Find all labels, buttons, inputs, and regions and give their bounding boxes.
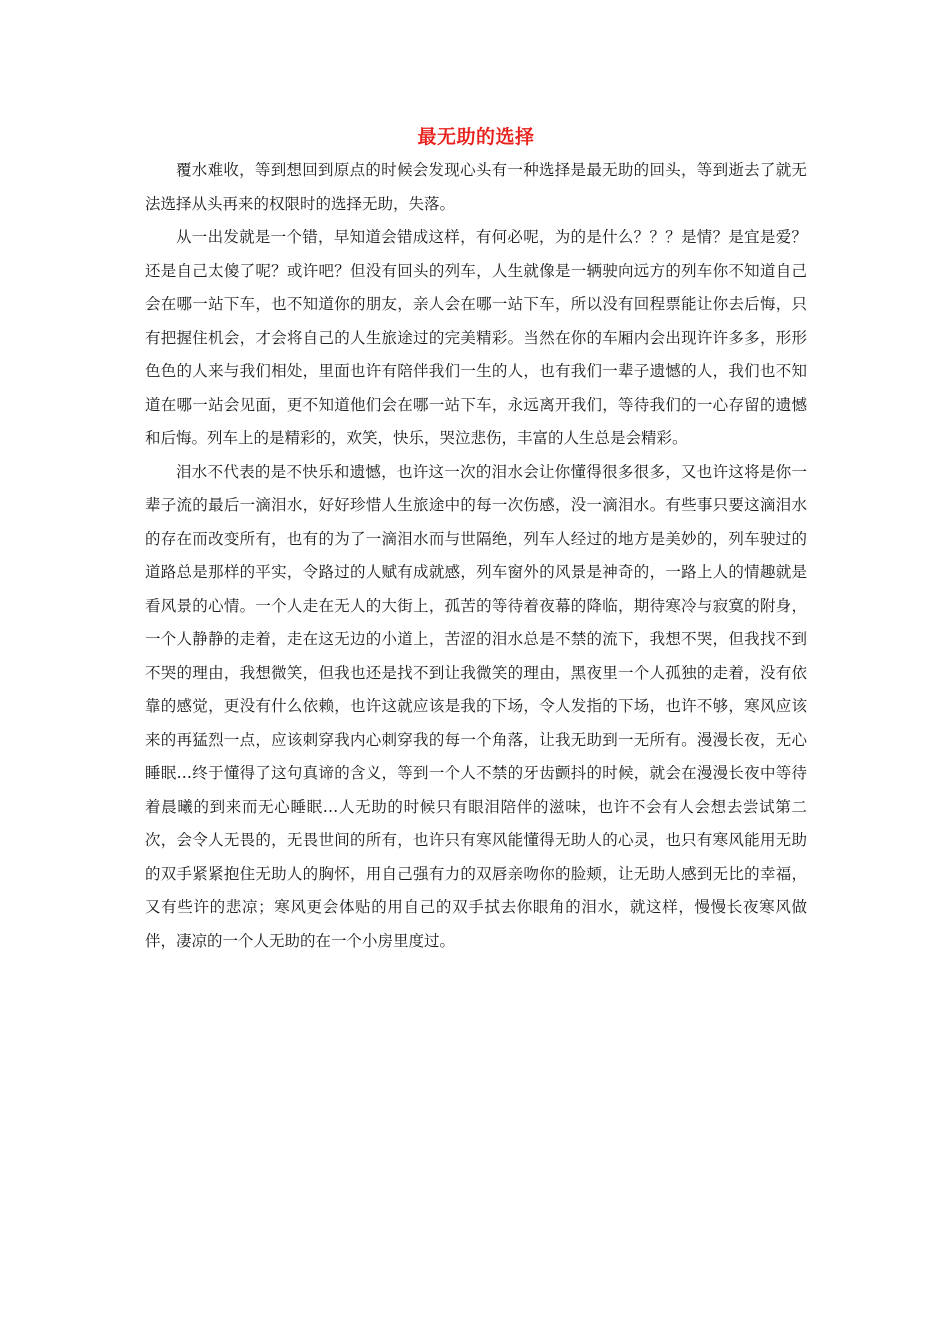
page-title: 最无助的选择 [417, 126, 535, 148]
paragraph-1: 覆水难收，等到想回到原点的时候会发现心头有一种选择是最无助的回头，等到逝去了就无法选择从头再来的权限时的选择无助，失落。 [145, 161, 807, 213]
paragraph-3: 泪水不代表的是不快乐和遗憾，也许这一次的泪水会让你懂得很多很多，又也许这将是你一辈子流的最后一滴泪水，好好珍惜人生旅途中的每一次伤感，没一滴泪水。有些事只要这滴泪水的存在而改变所有，也有的为了一滴泪水而与世隔绝，列车人经过的地方是美妙的，列车驶过的道路总是那样的平实，令路过的人赋有成就感，列车窗外的风景是神奇的，一路上人的情趣就是看风景的心情。一个人走在无人的大街上，孤苦的等待着夜幕的降临，期待寒冷与寂寞的附身，一个人静静的走着，走在这无边的小道上，苦涩的泪水总是不禁的流下，我想不哭，但我找不到不哭的理由，我想微笑，但我也还是找不到让我微笑的理由，黑夜里一个人孤独的走着，没有依靠的感觉，更没有什么依赖，也许这就应该是我的下场，令人发指的下场，也许不够，寒风应该来的再猛烈一点，应该刺穿我内心刺穿我的每一个角落，让我无助到一无所有。漫漫长夜，无心睡眠…终于懂得了这句真谛的含义，等到一个人不禁的牙齿颤抖的时候，就会在漫漫长夜中等待着晨曦的到来而无心睡眠…人无助的时候只有眼泪陪伴的滋味，也许不会有人会想去尝试第二次，会令人无畏的，无畏世间的所有，也许只有寒风能懂得无助人的心灵，也只有寒风能用无助的双手紧紧抱住无助人的胸怀，用自己强有力的双唇亲吻你的脸颊，让无助人感到无比的幸福，又有些许的悲凉；寒风更会体贴的用自己的双手拭去你眼角的泪水，就这样，慢慢长夜寒风做伴，凄凉的一个人无助的在一个小房里度过。 [145, 462, 807, 950]
paragraph-2: 从一出发就是一个错，早知道会错成这样，有何必呢，为的是什么？？？是情？是宜是爱？还是自己太傻了呢？或许吧？但没有回头的列车，人生就像是一辆驶向远方的列车你不知道自己会在哪一站下车，也不知道你的朋友，亲人会在哪一站下车，所以没有回程票能让你去后悔，只有把握住机会，才会将自己的人生旅途过的完美精彩。当然在你的车厢内会出现许许多多，形形色色的人来与我们相处，里面也许有陪伴我们一生的人，也有我们一辈子遗憾的人，我们也不知道在哪一站会见面，更不知道他们会在哪一站下车，永远离开我们，等待我们的一心存留的遗憾和后悔。列车上的是精彩的，欢笑，快乐，哭泣悲伤，丰富的人生总是会精彩。 [145, 228, 807, 447]
document-body [145, 120, 807, 958]
